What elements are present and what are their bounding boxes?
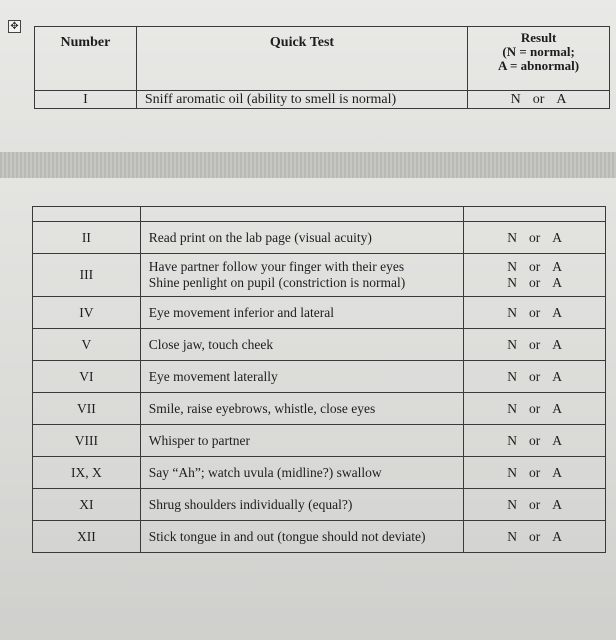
result-normal: N xyxy=(507,229,517,245)
nerve-number: III xyxy=(33,254,141,297)
result-abnormal: A xyxy=(552,400,562,416)
nerve-number: VI xyxy=(33,361,141,393)
quick-test-text: Eye movement inferior and lateral xyxy=(148,304,334,320)
quick-test-cell xyxy=(140,425,463,457)
result-normal: N xyxy=(507,259,517,274)
quick-test-column-header: Quick Test xyxy=(136,27,467,91)
result-line xyxy=(464,305,605,321)
result-or: or xyxy=(528,275,541,290)
quick-test-cell xyxy=(140,361,463,393)
result-cell xyxy=(464,297,606,329)
document-page-bottom xyxy=(0,178,616,640)
result-normal: N xyxy=(510,91,521,107)
quick-test-text: Eye movement laterally xyxy=(148,368,278,384)
result-header-line: (N = normal; xyxy=(502,44,575,59)
quick-test-text: Sniff aromatic oil (ability to smell is normal) xyxy=(136,91,467,109)
result-or: or xyxy=(528,400,541,416)
result-line xyxy=(464,369,605,385)
result-cell xyxy=(464,425,606,457)
table-row xyxy=(33,329,606,361)
table-row xyxy=(33,521,606,553)
table-row xyxy=(33,457,606,489)
quick-test-text: Say “Ah”; watch uvula (midline?) swallow xyxy=(148,464,382,480)
cranial-nerve-table xyxy=(32,206,606,553)
result-or: or xyxy=(528,528,541,544)
result-or: or xyxy=(528,259,541,274)
nerve-number: IV xyxy=(33,297,141,329)
result-cell xyxy=(464,521,606,553)
result-abnormal: A xyxy=(552,368,562,384)
result-cell xyxy=(464,457,606,489)
table-row xyxy=(33,489,606,521)
quick-test-cell xyxy=(140,521,463,553)
result-line xyxy=(464,497,605,513)
quick-test-cell xyxy=(140,297,463,329)
table-row xyxy=(35,91,610,109)
result-or: or xyxy=(528,229,541,245)
result-abnormal: A xyxy=(552,464,562,480)
table-row xyxy=(33,361,606,393)
result-cell xyxy=(464,222,606,254)
result-normal: N xyxy=(507,336,517,352)
result-line xyxy=(464,275,605,291)
result-or: or xyxy=(532,91,545,107)
result-header-line: A = abnormal) xyxy=(498,58,580,73)
nerve-number: I xyxy=(35,91,137,109)
quick-test-cell xyxy=(140,254,463,297)
quick-test-text: Stick tongue in and out (tongue should not deviate) xyxy=(148,528,426,544)
result-cell xyxy=(464,254,606,297)
result-abnormal: A xyxy=(552,259,562,274)
table-row xyxy=(33,254,606,297)
result-abnormal: A xyxy=(552,432,562,448)
result-normal: N xyxy=(507,304,517,320)
quick-test-text: Read print on the lab page (visual acuity) xyxy=(148,229,372,245)
quick-test-cell xyxy=(140,222,463,254)
document-page-top xyxy=(0,0,616,152)
table-row xyxy=(33,393,606,425)
result-normal: N xyxy=(507,432,517,448)
result-or: or xyxy=(528,432,541,448)
result-normal: N xyxy=(507,496,517,512)
result-or: or xyxy=(528,496,541,512)
table-move-handle-icon[interactable]: ✥ xyxy=(8,20,21,33)
result-normal: N xyxy=(507,400,517,416)
table-row xyxy=(33,222,606,254)
page-break xyxy=(0,152,616,178)
quick-test-cell xyxy=(140,457,463,489)
quick-test-cell xyxy=(140,489,463,521)
quick-test-text: Have partner follow your finger with their eyes xyxy=(148,259,405,274)
result-abnormal: A xyxy=(552,528,562,544)
result-cell xyxy=(464,393,606,425)
result-abnormal: A xyxy=(552,229,562,245)
table-row xyxy=(33,425,606,457)
result-line xyxy=(464,259,605,275)
result-header-line: Result xyxy=(520,30,557,45)
blank-header-row xyxy=(33,207,606,222)
quick-test-cell xyxy=(140,393,463,425)
result-column-header xyxy=(468,27,610,91)
result-cell xyxy=(464,361,606,393)
result-or: or xyxy=(528,368,541,384)
result-cell xyxy=(468,91,610,109)
result-cell xyxy=(464,329,606,361)
result-line xyxy=(464,401,605,417)
result-line xyxy=(464,433,605,449)
nerve-number: VIII xyxy=(33,425,141,457)
quick-test-text: Shine penlight on pupil (constriction is normal) xyxy=(148,275,406,290)
nerve-number: IX, X xyxy=(33,457,141,489)
quick-test-text: Smile, raise eyebrows, whistle, close eyes xyxy=(148,400,376,416)
result-abnormal: A xyxy=(552,336,562,352)
table-row xyxy=(33,297,606,329)
result-normal: N xyxy=(507,528,517,544)
quick-test-text: Close jaw, touch cheek xyxy=(148,336,274,352)
result-normal: N xyxy=(507,464,517,480)
nerve-number: XII xyxy=(33,521,141,553)
result-line xyxy=(464,529,605,545)
nerve-number: II xyxy=(33,222,141,254)
result-line xyxy=(464,230,605,246)
result-normal: N xyxy=(507,368,517,384)
quick-test-text: Shrug shoulders individually (equal?) xyxy=(148,496,353,512)
header-row xyxy=(35,27,610,91)
quick-test-text: Whisper to partner xyxy=(148,432,251,448)
result-normal: N xyxy=(507,275,517,290)
result-abnormal: A xyxy=(556,91,567,107)
result-abnormal: A xyxy=(552,496,562,512)
result-abnormal: A xyxy=(552,304,562,320)
result-line xyxy=(464,337,605,353)
nerve-number: XI xyxy=(33,489,141,521)
nerve-number: V xyxy=(33,329,141,361)
result-or: or xyxy=(528,336,541,352)
result-cell xyxy=(464,489,606,521)
quick-test-cell xyxy=(140,329,463,361)
result-line xyxy=(464,465,605,481)
cranial-nerve-table-header xyxy=(34,26,610,109)
result-or: or xyxy=(528,304,541,320)
number-column-header: Number xyxy=(35,27,137,91)
result-or: or xyxy=(528,464,541,480)
result-abnormal: A xyxy=(552,275,562,290)
nerve-number: VII xyxy=(33,393,141,425)
